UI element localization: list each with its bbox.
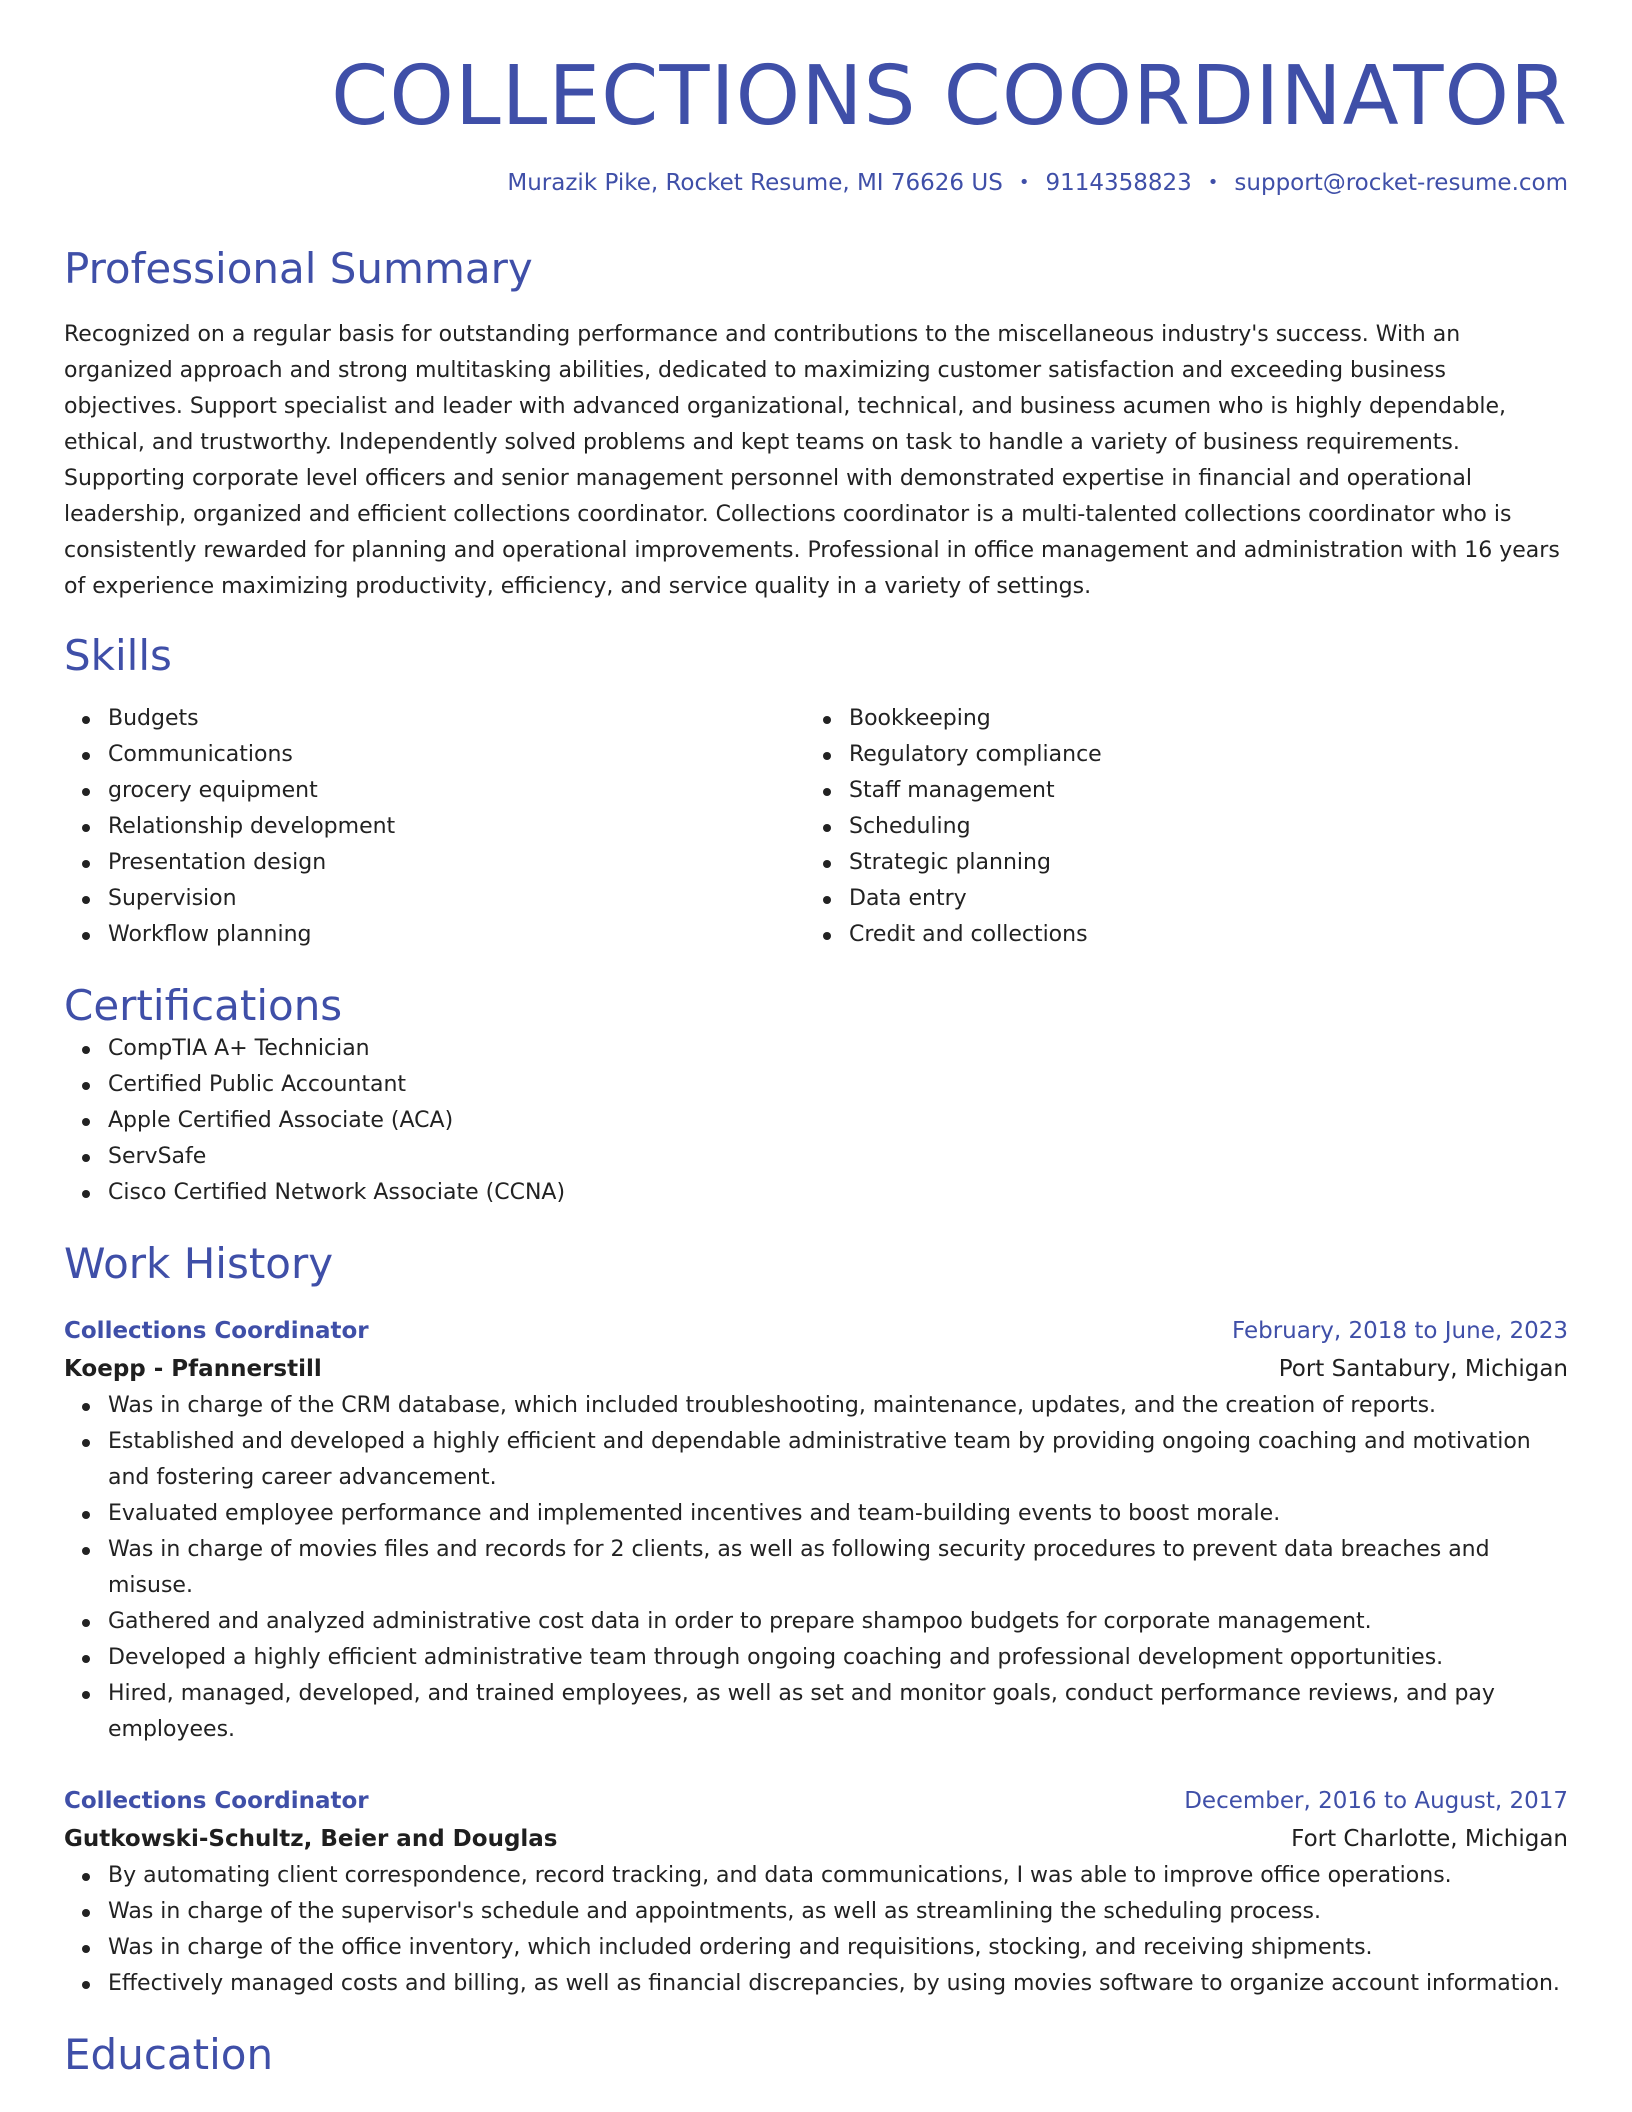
- job-company-row: [64, 1350, 1568, 1388]
- responsibility-item: Hired, managed, developed, and trained employees, as well as set and monitor goals, conduct performance reviews, and pay employees.: [108, 1676, 1568, 1748]
- contact-phone: 9114358823: [1045, 170, 1192, 197]
- contact-separator: •: [1018, 172, 1030, 194]
- responsibility-item: Effectively managed costs and billing, as well as financial discrepancies, by using movies software to organize account information.: [108, 1966, 1568, 2002]
- skill-item: Scheduling: [849, 809, 1546, 845]
- certification-item: Certified Public Accountant: [108, 1067, 1568, 1103]
- skill-item: grocery equipment: [108, 773, 805, 809]
- job-company-row: [64, 1820, 1568, 1858]
- work-history-heading: Work History: [64, 1239, 334, 1289]
- certifications-heading: Certifications: [64, 980, 343, 1030]
- skill-item: Data entry: [849, 881, 1546, 917]
- job-entry: [64, 1782, 1568, 2002]
- responsibility-item: Was in charge of the supervisor's schedule and appointments, as well as streamlining the scheduling process.: [108, 1894, 1568, 1930]
- skill-item: Workflow planning: [108, 917, 805, 953]
- responsibility-item: Gathered and analyzed administrative cost data in order to prepare shampoo budgets for corporate management.: [108, 1604, 1568, 1640]
- skill-item: Presentation design: [108, 845, 805, 881]
- job-dates: February, 2018 to June, 2023: [1231, 1317, 1568, 1344]
- skill-item: Supervision: [108, 881, 805, 917]
- education-heading: Education: [64, 2029, 274, 2079]
- summary-heading: Professional Summary: [64, 244, 533, 294]
- skills-list-right: [805, 701, 1546, 953]
- job-location: Fort Charlotte, Michigan: [1291, 1825, 1568, 1852]
- certifications-section: [64, 981, 1568, 1211]
- responsibility-item: Was in charge of the CRM database, which included troubleshooting, maintenance, updates, and the creation of reports.: [108, 1388, 1568, 1424]
- skill-item: Budgets: [108, 701, 805, 737]
- education-section: [64, 2030, 1568, 2080]
- job-location: Port Santabury, Michigan: [1278, 1355, 1568, 1382]
- job-responsibilities: [64, 1388, 1568, 1748]
- certification-item: CompTIA A+ Technician: [108, 1031, 1568, 1067]
- responsibility-item: Evaluated employee performance and implemented incentives and team-building events to boost morale.: [108, 1496, 1568, 1532]
- job-entry: [64, 1312, 1568, 1748]
- skills-heading: Skills: [64, 630, 172, 680]
- summary-section: [64, 244, 1568, 604]
- skill-item: Credit and collections: [849, 917, 1546, 953]
- skill-item: Communications: [108, 737, 805, 773]
- summary-text: Recognized on a regular basis for outstanding performance and contributions to the miscellaneous industry's success. With an organized approach and strong multitasking abilities, dedicated to maximizing customer satisfaction and exceeding business objectives. Support specialist and leader with advanced organizational, technical, and business acumen who is highly dependable, ethical, and trustworthy. Independently solved problems and kept teams on task to handle a variety of business requirements. Supporting corporate level officers and senior management personnel with demonstrated expertise in financial and operational leadership, organized and efficient collections coordinator. Collections coordinator is a multi-talented collections coordinator who is consistently rewarded for planning and operational improvements. Professional in office management and administration with 16 years of experience maximizing productivity, efficiency, and service quality in a variety of settings.: [64, 321, 1560, 599]
- certification-item: Cisco Certified Network Associate (CCNA): [108, 1175, 1568, 1211]
- skill-item: Bookkeeping: [849, 701, 1546, 737]
- skill-item: Relationship development: [108, 809, 805, 845]
- job-responsibilities: [64, 1858, 1568, 2002]
- certification-item: ServSafe: [108, 1139, 1568, 1175]
- contact-separator: •: [1207, 172, 1219, 194]
- job-title-row: [64, 1782, 1568, 1820]
- responsibility-item: Developed a highly efficient administrative team through ongoing coaching and professional development opportunities.: [108, 1640, 1568, 1676]
- contact-line: [64, 170, 1568, 196]
- certifications-list: [64, 1031, 1568, 1211]
- responsibility-item: Was in charge of the office inventory, which included ordering and requisitions, stocking, and receiving shipments.: [108, 1930, 1568, 1966]
- job-title: Collections Coordinator: [64, 1787, 369, 1814]
- resume-header: [64, 0, 1568, 196]
- job-company: Koepp - Pfannerstill: [64, 1355, 322, 1382]
- skill-item: Staff management: [849, 773, 1546, 809]
- job-title-row: [64, 1312, 1568, 1350]
- skill-item: Regulatory compliance: [849, 737, 1546, 773]
- skill-item: Strategic planning: [849, 845, 1546, 881]
- job-company: Gutkowski-Schultz, Beier and Douglas: [64, 1825, 558, 1852]
- contact-email: support@rocket-resume.com: [1234, 170, 1568, 197]
- skills-list-left: [64, 701, 805, 953]
- job-title: Collections Coordinator: [64, 1317, 369, 1344]
- responsibility-item: By automating client correspondence, record tracking, and data communications, I was able to improve office operations.: [108, 1858, 1568, 1894]
- contact-address: Murazik Pike, Rocket Resume, MI 76626 US: [507, 170, 1003, 197]
- skills-section: [64, 631, 1568, 953]
- certification-item: Apple Certified Associate (ACA): [108, 1103, 1568, 1139]
- resume-name: COLLECTIONS COORDINATOR: [331, 49, 1568, 144]
- skills-grid: [64, 701, 1568, 953]
- responsibility-item: Was in charge of movies files and records for 2 clients, as well as following security procedures to prevent data breaches and misuse.: [108, 1532, 1568, 1604]
- responsibility-item: Established and developed a highly efficient and dependable administrative team by providing ongoing coaching and motivation and fostering career advancement.: [108, 1424, 1568, 1496]
- job-dates: December, 2016 to August, 2017: [1184, 1787, 1568, 1814]
- work-history-section: [64, 1239, 1568, 2001]
